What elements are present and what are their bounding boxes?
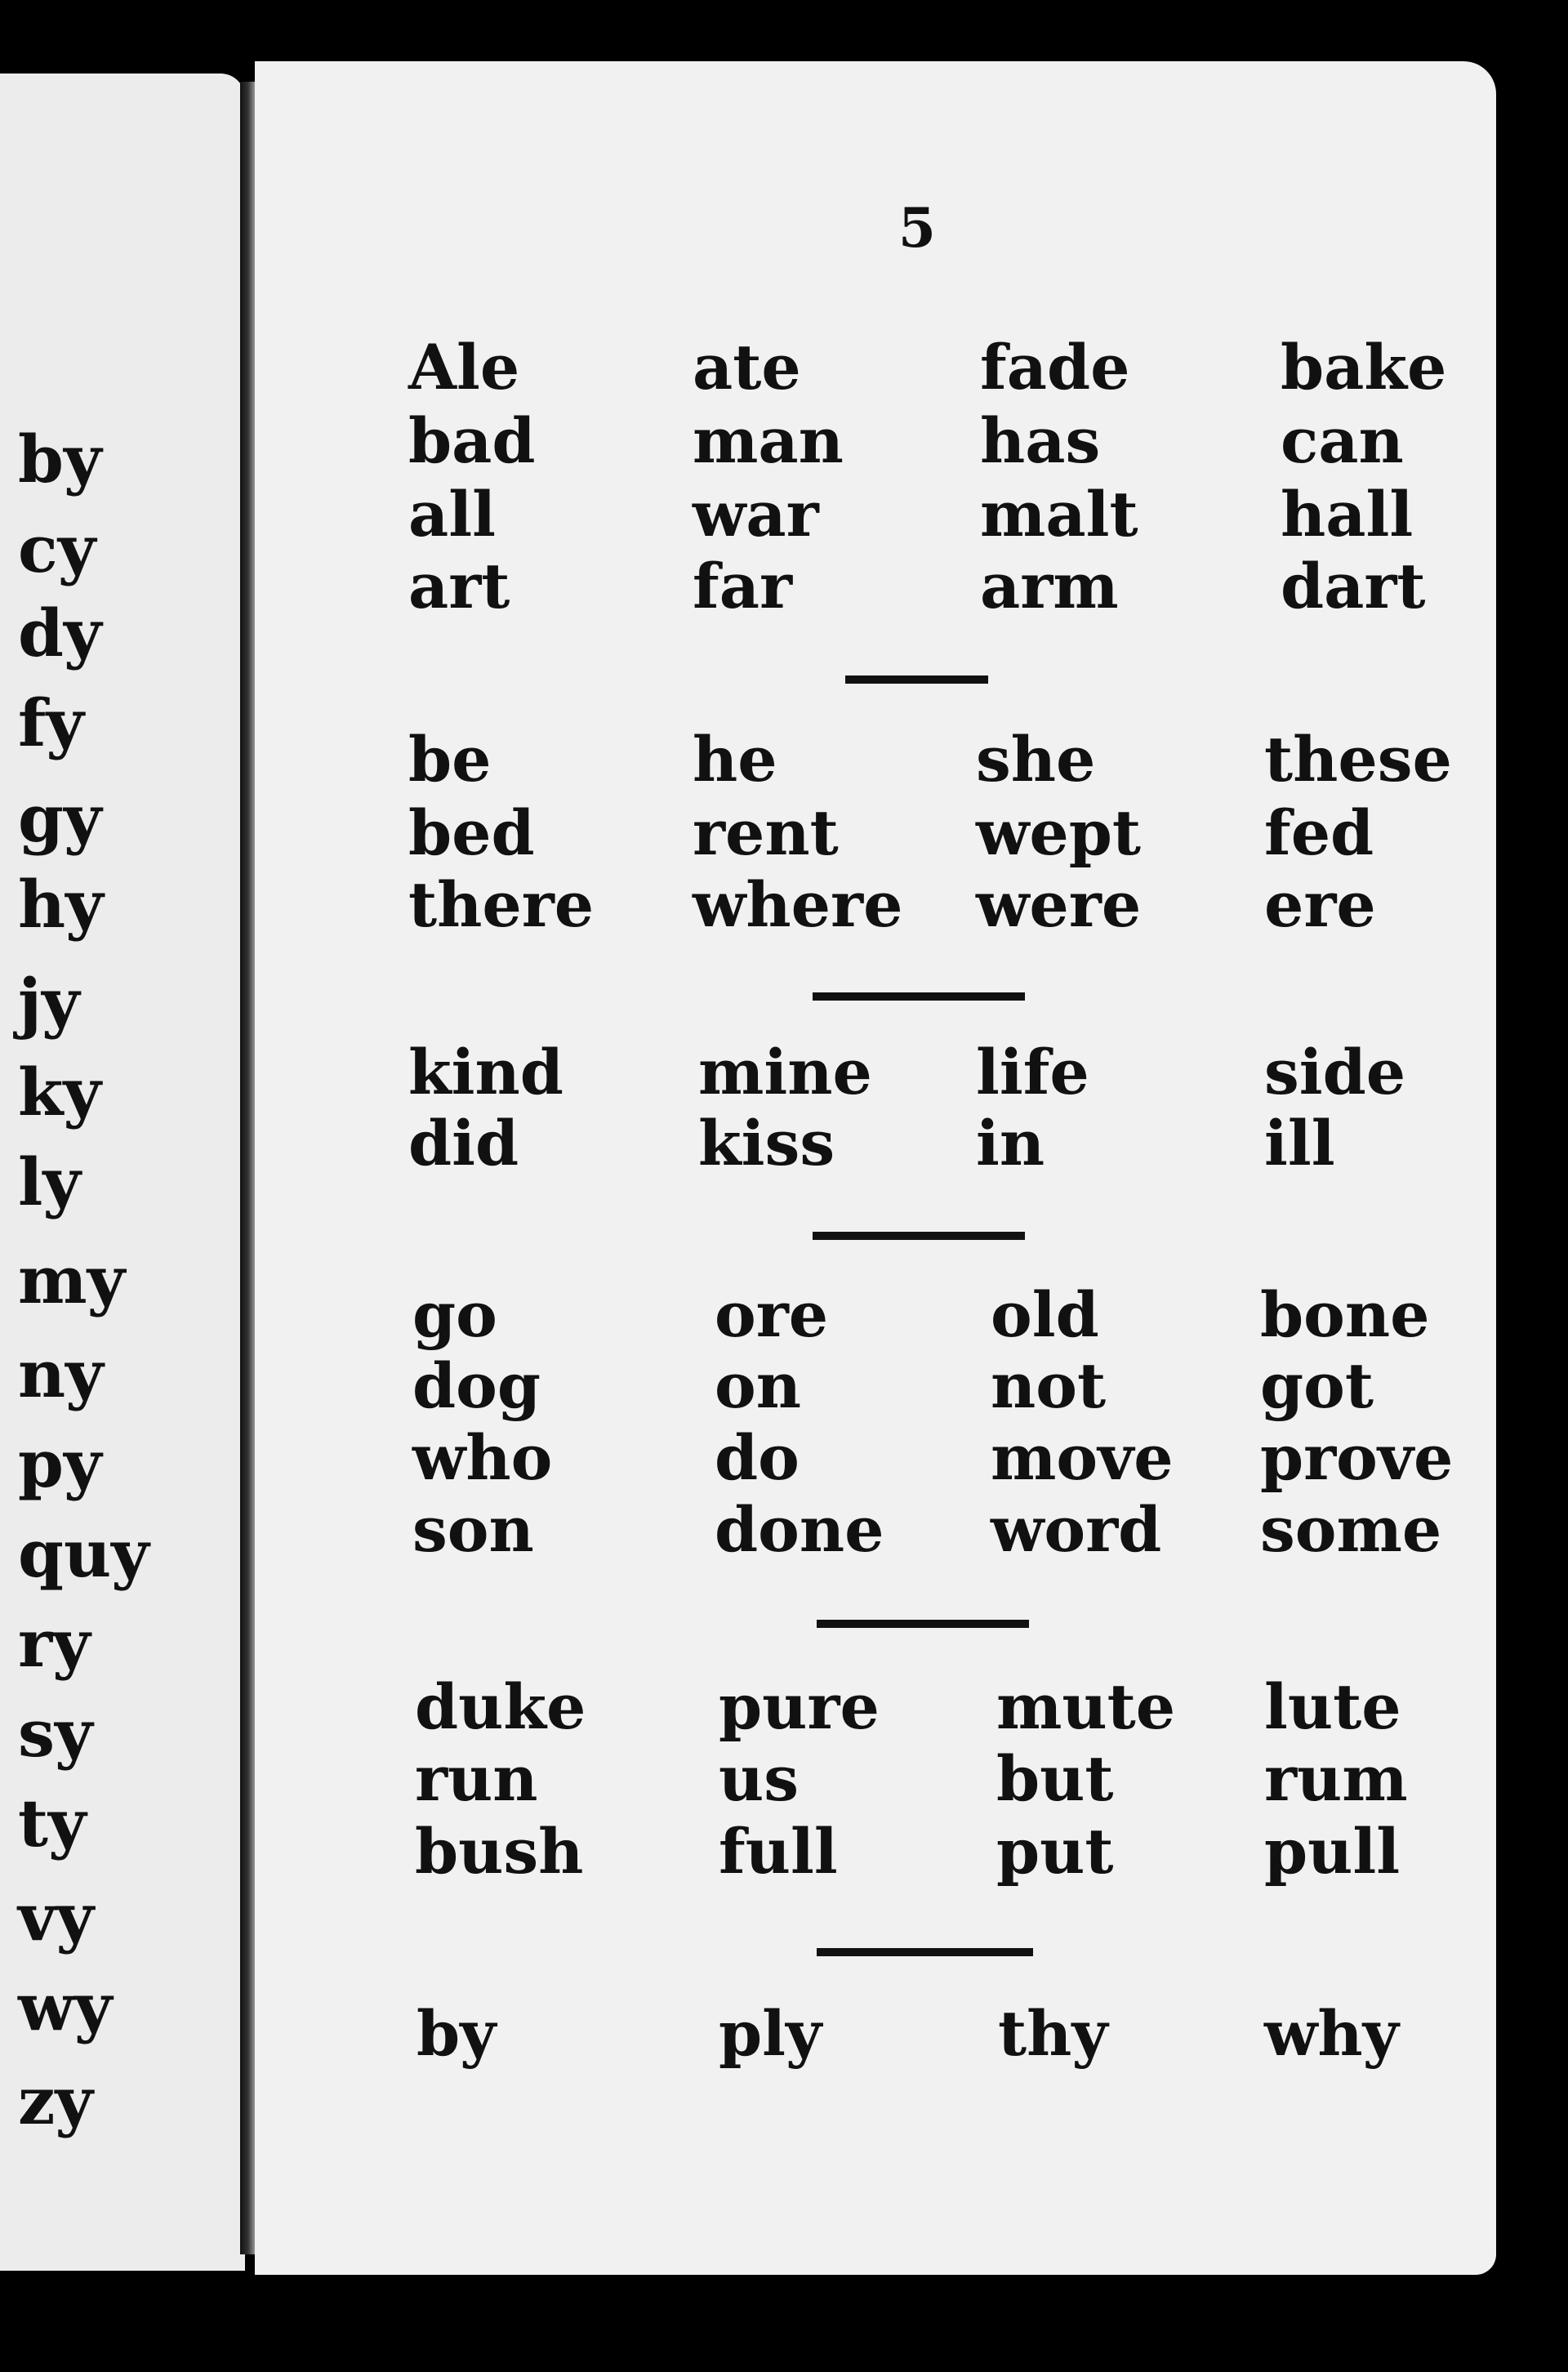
left-syllable: ty bbox=[18, 1785, 87, 1861]
word-cell: run bbox=[415, 1742, 538, 1815]
left-syllable: jy bbox=[18, 964, 80, 1041]
word-cell: wept bbox=[976, 796, 1142, 869]
word-cell: bush bbox=[415, 1815, 584, 1888]
word-cell: some bbox=[1260, 1493, 1442, 1566]
left-syllable: py bbox=[18, 1425, 102, 1502]
page-number: 5 bbox=[898, 196, 936, 260]
left-syllable: quy bbox=[18, 1515, 149, 1592]
word-cell: by bbox=[416, 1997, 497, 2070]
word-cell: ore bbox=[715, 1278, 829, 1351]
word-cell: son bbox=[412, 1493, 534, 1566]
word-cell: Ale bbox=[408, 331, 520, 404]
word-cell: mute bbox=[996, 1670, 1176, 1743]
word-cell: lute bbox=[1264, 1670, 1401, 1743]
section-divider bbox=[813, 1232, 1025, 1240]
word-cell: dog bbox=[412, 1349, 541, 1422]
word-cell: us bbox=[719, 1742, 800, 1815]
left-syllable: my bbox=[18, 1242, 126, 1318]
left-syllable: by bbox=[18, 421, 102, 497]
word-cell: bad bbox=[408, 404, 536, 477]
left-syllable: ly bbox=[18, 1144, 81, 1220]
word-cell: pure bbox=[719, 1670, 880, 1743]
word-cell: got bbox=[1260, 1349, 1374, 1422]
word-cell: hall bbox=[1281, 478, 1414, 551]
word-cell: kind bbox=[408, 1036, 564, 1108]
word-cell: arm bbox=[980, 550, 1119, 622]
word-cell: life bbox=[976, 1036, 1089, 1108]
word-cell: fed bbox=[1264, 796, 1374, 869]
word-cell: old bbox=[991, 1278, 1099, 1351]
word-cell: not bbox=[991, 1349, 1107, 1422]
word-cell: has bbox=[980, 404, 1101, 477]
word-cell: do bbox=[715, 1421, 800, 1494]
word-cell: all bbox=[408, 478, 496, 551]
left-syllable: sy bbox=[18, 1695, 93, 1772]
word-cell: go bbox=[412, 1278, 497, 1351]
word-cell: bone bbox=[1260, 1278, 1430, 1351]
word-cell: ply bbox=[719, 1997, 822, 2070]
section-divider bbox=[817, 1948, 1033, 1956]
section-divider bbox=[845, 675, 988, 684]
word-cell: in bbox=[976, 1107, 1045, 1179]
word-cell: fade bbox=[980, 331, 1130, 404]
word-cell: there bbox=[408, 868, 595, 941]
left-syllable: vy bbox=[18, 1879, 94, 1955]
word-cell: ate bbox=[693, 331, 801, 404]
word-cell: side bbox=[1264, 1036, 1406, 1108]
left-syllable: zy bbox=[18, 2062, 93, 2139]
word-cell: did bbox=[408, 1107, 519, 1179]
word-cell: bed bbox=[408, 796, 535, 869]
word-cell: be bbox=[408, 723, 492, 796]
word-cell: who bbox=[412, 1421, 553, 1494]
word-cell: but bbox=[996, 1742, 1114, 1815]
left-syllable: dy bbox=[18, 595, 102, 671]
word-cell: why bbox=[1264, 1997, 1399, 2070]
word-cell: word bbox=[991, 1493, 1162, 1566]
section-divider bbox=[813, 992, 1025, 1001]
word-cell: on bbox=[715, 1349, 801, 1422]
left-syllable: wy bbox=[18, 1968, 113, 2045]
word-cell: can bbox=[1281, 404, 1404, 477]
left-syllable: cy bbox=[18, 511, 96, 587]
word-cell: put bbox=[996, 1815, 1114, 1888]
word-cell: art bbox=[408, 550, 510, 622]
word-cell: man bbox=[693, 404, 844, 477]
word-cell: thy bbox=[998, 1997, 1108, 2070]
left-syllable: ny bbox=[18, 1335, 104, 1412]
word-cell: he bbox=[693, 723, 777, 796]
word-cell: malt bbox=[980, 478, 1138, 551]
left-syllable: ky bbox=[18, 1054, 101, 1130]
word-cell: where bbox=[693, 868, 903, 941]
section-divider bbox=[817, 1620, 1029, 1628]
word-cell: were bbox=[976, 868, 1142, 941]
word-cell: she bbox=[976, 723, 1096, 796]
word-cell: ill bbox=[1264, 1107, 1335, 1179]
word-cell: far bbox=[693, 550, 792, 622]
left-syllable: ry bbox=[18, 1605, 91, 1682]
word-cell: rent bbox=[693, 796, 839, 869]
word-cell: duke bbox=[415, 1670, 586, 1743]
word-cell: pull bbox=[1264, 1815, 1401, 1888]
left-syllable: hy bbox=[18, 866, 104, 943]
word-cell: done bbox=[715, 1493, 884, 1566]
word-cell: prove bbox=[1260, 1421, 1454, 1494]
word-cell: move bbox=[991, 1421, 1174, 1494]
word-cell: these bbox=[1264, 723, 1452, 796]
word-cell: mine bbox=[698, 1036, 872, 1108]
word-cell: full bbox=[719, 1815, 838, 1888]
word-cell: ere bbox=[1264, 868, 1376, 941]
left-syllable: gy bbox=[18, 780, 102, 857]
word-cell: bake bbox=[1281, 331, 1447, 404]
word-cell: kiss bbox=[698, 1107, 835, 1179]
word-cell: war bbox=[693, 478, 819, 551]
word-cell: rum bbox=[1264, 1742, 1408, 1815]
left-syllable: fy bbox=[18, 684, 84, 761]
word-cell: dart bbox=[1281, 550, 1426, 622]
